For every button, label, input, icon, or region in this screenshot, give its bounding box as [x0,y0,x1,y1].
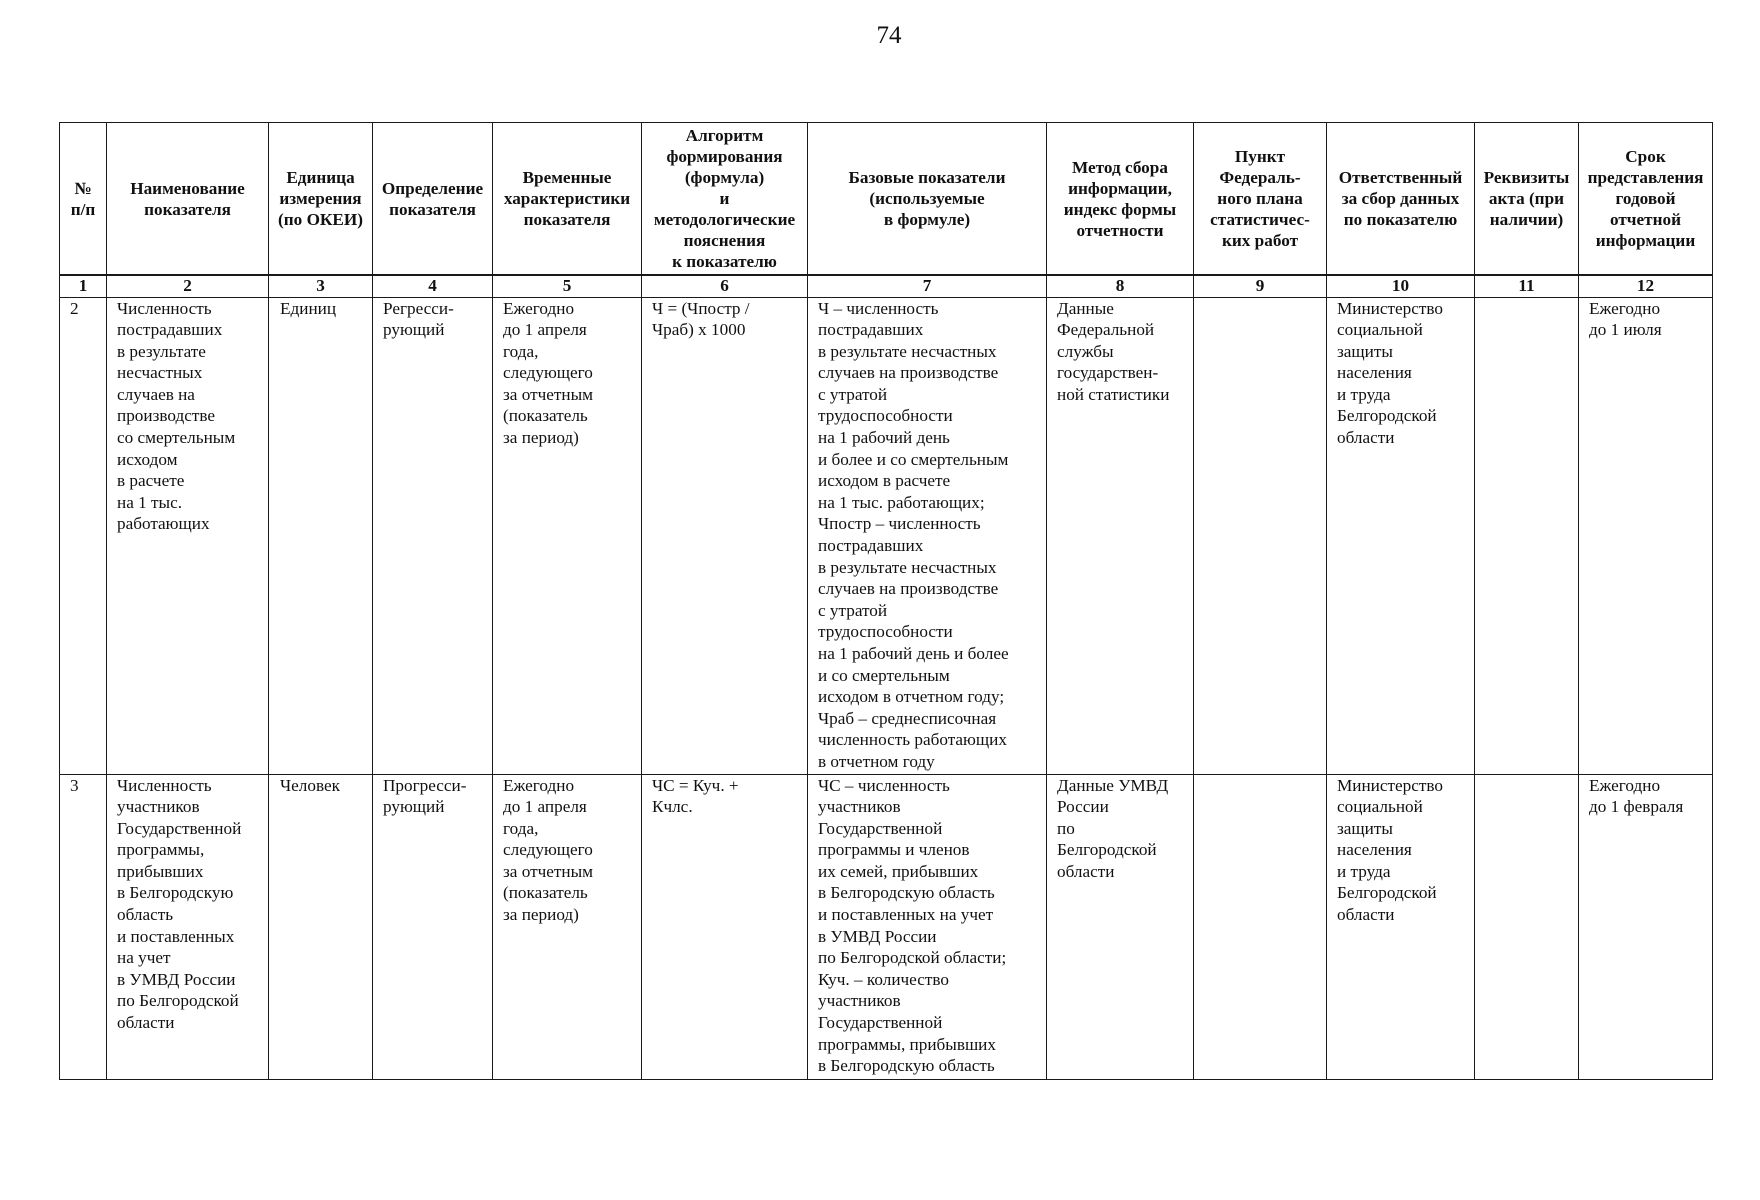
header-time: Временные характеристики показателя [493,123,642,276]
indicator-plan-item [1194,297,1327,774]
column-number: 2 [107,275,269,297]
column-number: 3 [269,275,373,297]
table-row [60,297,1713,774]
page-number: 74 [876,22,902,49]
row-number: 3 [60,774,107,1079]
column-number: 5 [493,275,642,297]
header-act: Реквизиты акта (при наличии) [1475,123,1579,276]
indicator-base: ЧС – численность участников Государственной программы и членов их семей, прибывших в Белгородскую область и поставленных на учет в УМВД России по Белгородской области; Куч. – количество участников Государственной программы, прибывших в Белгородскую область [808,774,1047,1079]
column-number: 10 [1327,275,1475,297]
indicator-formula: Ч = (Чпостр / Чраб) х 1000 [642,297,808,774]
column-number: 1 [60,275,107,297]
header-num: № п/п [60,123,107,276]
header-name: Наименование показателя [107,123,269,276]
indicator-plan-item [1194,774,1327,1079]
indicator-unit: Единиц [269,297,373,774]
indicator-responsible: Министерство социальной защиты населения и труда Белгородской области [1327,297,1475,774]
indicator-act [1475,297,1579,774]
table-row [60,774,1713,1079]
header-responsible: Ответственный за сбор данных по показателю [1327,123,1475,276]
column-number: 4 [373,275,493,297]
column-number: 9 [1194,275,1327,297]
header-unit: Единица измерения (по ОКЕИ) [269,123,373,276]
indicator-act [1475,774,1579,1079]
header-row [60,123,1713,276]
indicator-deadline: Ежегодно до 1 июля [1579,297,1713,774]
indicator-base: Ч – численность пострадавших в результате несчастных случаев на производстве с утратой трудоспособности на 1 рабочий день и более и со смертельным исходом в расчете на 1 тыс. работающих; Чпостр – численность пострадавших в результате несчастных случаев на производстве с утратой трудоспособности на 1 рабочий день и более и со смертельным исходом в отчетном году; Чраб – среднесписочная численность работающих в отчетном году [808,297,1047,774]
indicator-definition: Регресси- рующий [373,297,493,774]
indicator-deadline: Ежегодно до 1 февраля [1579,774,1713,1079]
header-base: Базовые показатели (используемые в формуле) [808,123,1047,276]
column-number: 6 [642,275,808,297]
indicator-name: Численность пострадавших в результате несчастных случаев на производстве со смертельным исходом в расчете на 1 тыс. работающих [107,297,269,774]
header-formula: Алгоритм формирования (формула) и методологические пояснения к показателю [642,123,808,276]
indicator-method: Данные Федеральной службы государствен- ной статистики [1047,297,1194,774]
column-number: 12 [1579,275,1713,297]
column-number: 7 [808,275,1047,297]
indicators-table [59,122,1713,1080]
indicator-method: Данные УМВД России по Белгородской области [1047,774,1194,1079]
column-number: 8 [1047,275,1194,297]
indicator-definition: Прогресси- рующий [373,774,493,1079]
column-number-row [60,275,1713,297]
column-number: 11 [1475,275,1579,297]
indicator-formula: ЧС = Куч. + Кчлс. [642,774,808,1079]
header-definition: Определение показателя [373,123,493,276]
indicator-time: Ежегодно до 1 апреля года, следующего за отчетным (показатель за период) [493,297,642,774]
header-plan-item: Пункт Федераль- ного плана статистичес- ких работ [1194,123,1327,276]
indicator-name: Численность участников Государственной программы, прибывших в Белгородскую область и поставленных на учет в УМВД России по Белгородской области [107,774,269,1079]
row-number: 2 [60,297,107,774]
indicator-responsible: Министерство социальной защиты населения и труда Белгородской области [1327,774,1475,1079]
header-method: Метод сбора информации, индекс формы отчетности [1047,123,1194,276]
header-deadline: Срок представления годовой отчетной информации [1579,123,1713,276]
indicator-time: Ежегодно до 1 апреля года, следующего за отчетным (показатель за период) [493,774,642,1079]
indicator-unit: Человек [269,774,373,1079]
